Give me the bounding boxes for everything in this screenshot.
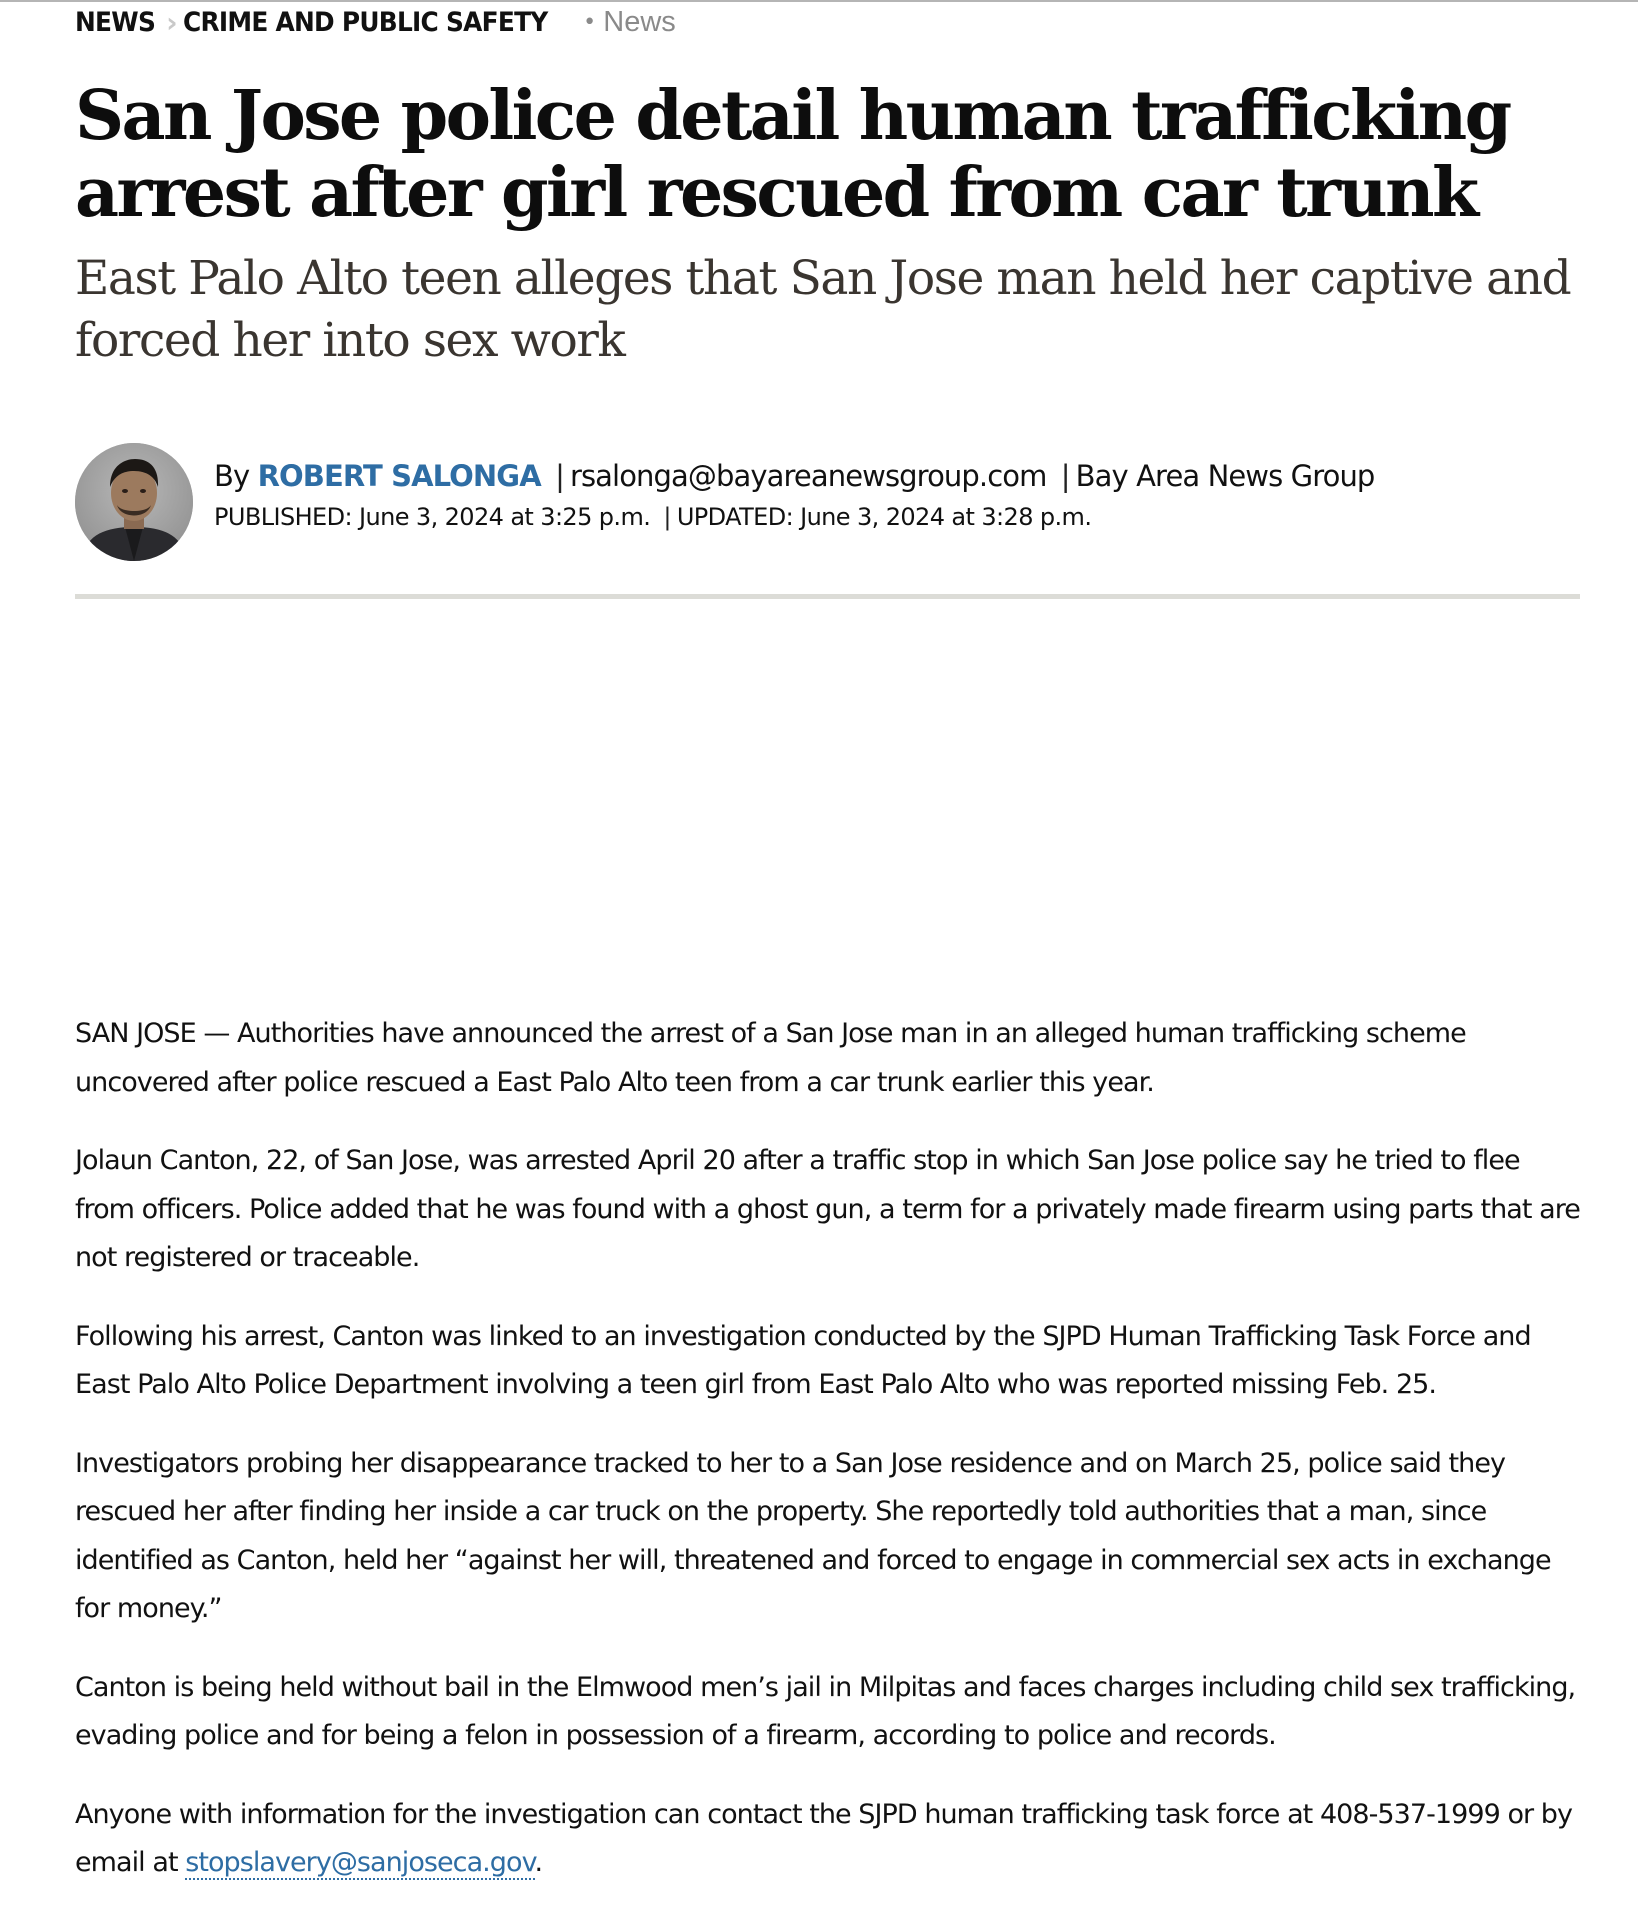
contact-text: Anyone with information for the investigation can contact the SJPD human trafficking task force at 408-537-1999 or by email at	[75, 1798, 1573, 1878]
byline-prefix: By	[214, 459, 250, 493]
top-border	[0, 0, 1638, 2]
body-paragraph: Following his arrest, Canton was linked to an investigation conducted by the SJPD Human Trafficking Task Force and East Palo Alto Police Department involving a teen girl from East Palo Alto who was reported missing Feb. 25.	[75, 1320, 1531, 1400]
breadcrumb	[75, 4, 676, 40]
updated-label: UPDATED:	[676, 503, 794, 531]
published-label: PUBLISHED:	[214, 503, 352, 531]
author-avatar[interactable]	[75, 443, 193, 561]
breadcrumb-news-link[interactable]: NEWS	[75, 6, 156, 38]
author-organization: Bay Area News Group	[1075, 459, 1375, 493]
author-photo-icon	[75, 443, 193, 561]
article-type-label: News	[603, 5, 676, 38]
body-paragraph: Jolaun Canton, 22, of San Jose, was arrested April 20 after a traffic stop in which San Jose police say he tried to flee from officers. Police added that he was found with a ghost gun, a term for a privately made firearm using parts that are not registered or traceable.	[75, 1145, 1580, 1273]
contact-text-end: .	[534, 1847, 543, 1878]
breadcrumb-crime-link[interactable]: CRIME AND PUBLIC SAFETY	[182, 6, 548, 38]
byline-text	[214, 458, 1374, 532]
ad-placeholder	[75, 605, 1580, 1005]
byline	[75, 443, 1374, 563]
byline-dates	[214, 502, 1374, 532]
header-divider	[75, 594, 1580, 599]
author-name-link[interactable]: ROBERT SALONGA	[257, 459, 541, 493]
article-subheadline: East Palo Alto teen alleges that San Jose man held her captive and forced her into sex work	[75, 251, 1571, 368]
byline-separator: |	[555, 459, 564, 493]
date-separator: |	[663, 503, 671, 531]
published-date: June 3, 2024 at 3:25 p.m.	[359, 503, 651, 531]
updated-date: June 3, 2024 at 3:28 p.m.	[800, 503, 1092, 531]
byline-separator: |	[1060, 459, 1070, 493]
body-paragraph-contact	[75, 1791, 1585, 1888]
article-body	[75, 1010, 1585, 1918]
chevron-right-icon: ›	[166, 5, 177, 39]
body-paragraph: SAN JOSE — Authorities have announced the arrest of a San Jose man in an alleged human trafficking scheme uncovered after police rescued a East Palo Alto teen from a car trunk earlier this year.	[75, 1018, 1466, 1098]
bullet-separator: •	[583, 9, 596, 35]
article-headline: San Jose police detail human trafficking arrest after girl rescued from car trunk	[75, 76, 1510, 233]
contact-email-link[interactable]: stopslavery@sanjoseca.gov	[185, 1847, 535, 1878]
body-paragraph: Investigators probing her disappearance tracked to her to a San Jose residence and on March 25, police said they rescued her after finding her inside a car truck on the property. She reportedly told authorities that a man, since identified as Canton, held her “against her will, threatened and forced to engage in commercial sex acts in exchange for money.”	[75, 1447, 1551, 1624]
body-paragraph: Canton is being held without bail in the Elmwood men’s jail in Milpitas and faces charges including child sex trafficking, evading police and for being a felon in possession of a firearm, according to police and records.	[75, 1671, 1576, 1751]
author-email: rsalonga@bayareanewsgroup.com	[569, 459, 1047, 493]
byline-author-line	[214, 458, 1374, 494]
